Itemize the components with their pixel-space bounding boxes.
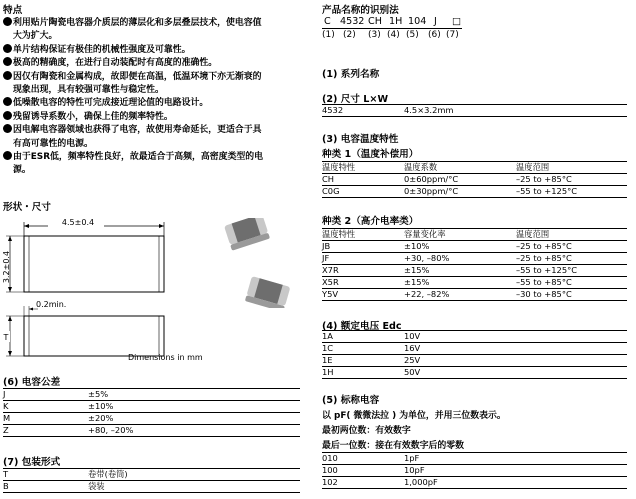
series-title: (1) 系列名称 — [322, 69, 380, 80]
table-row — [3, 481, 300, 493]
table-cell: 50V — [404, 367, 627, 379]
bullet-icon — [3, 124, 12, 133]
table-cell: 1H — [322, 367, 404, 379]
table-row — [322, 241, 627, 253]
packaging-title: (7) 包装形式 — [3, 457, 61, 468]
table-cell: 1pF — [404, 453, 627, 465]
width-dimension-label: 4.5±0.4 — [61, 218, 95, 227]
table-cell: Z — [3, 425, 88, 437]
part-code: CH — [368, 16, 382, 27]
table-cell: 袋装 — [88, 481, 300, 493]
feature-text: 残留诱导系数小，确保上佳的频率特性。 — [13, 111, 173, 122]
table-header-cell: 温度范围 — [516, 229, 627, 241]
table-cell: JB — [322, 241, 404, 253]
part-code: 1H — [389, 16, 403, 27]
table-row — [3, 401, 300, 413]
part-index: (6) — [428, 30, 441, 40]
part-code: 4532 — [340, 16, 365, 27]
table-row — [322, 265, 627, 277]
class1-table — [322, 161, 627, 198]
part-code: □ — [452, 16, 462, 27]
feature-line — [3, 44, 303, 57]
part-code: 104 — [408, 16, 427, 27]
table-cell: 1A — [322, 331, 404, 343]
height-dimension-label: 3.2±0.4 — [2, 250, 11, 284]
table-row — [322, 465, 627, 477]
table-cell: JF — [322, 253, 404, 265]
table-row — [322, 105, 627, 117]
feature-text: 大为扩大。 — [13, 31, 58, 42]
bullet-icon — [3, 97, 12, 106]
capacitance-desc-3: 最后一位数：接在有效数字后的零数 — [322, 441, 464, 451]
feature-line — [3, 124, 303, 137]
capacitance-table — [322, 452, 627, 489]
table-cell: 25V — [404, 355, 627, 367]
tolerance-table — [3, 388, 300, 437]
part-code: C — [324, 16, 331, 27]
table-row — [322, 253, 627, 265]
feature-text: 源。 — [13, 165, 31, 176]
table-row — [322, 289, 627, 301]
feature-line — [3, 164, 313, 177]
table-cell: 4532 — [322, 105, 404, 117]
table-cell: 0±60ppm/°C — [404, 174, 516, 186]
part-index: (7) — [446, 30, 459, 40]
table-cell: B — [3, 481, 88, 493]
feature-text: 利用贴片陶瓷电容器介质层的薄层化和多层叠层技术，使电容值 — [13, 18, 262, 28]
feature-line — [3, 138, 313, 151]
class2-table — [322, 228, 627, 301]
table-cell: ±10% — [404, 241, 516, 253]
feature-text: 因仅有陶瓷和金属构成，故即便在高温，低温环境下亦无渐衰的 — [13, 71, 262, 82]
table-cell: X5R — [322, 277, 404, 289]
table-cell: 100 — [322, 465, 404, 477]
features-title: 特点 — [3, 5, 23, 16]
table-cell: 卷带(卷筒) — [88, 469, 300, 481]
table-cell: CH — [322, 174, 404, 186]
table-cell: M — [3, 413, 88, 425]
table-row — [322, 174, 627, 186]
table-cell: ±5% — [88, 389, 300, 401]
part-index: (3) — [368, 30, 381, 40]
part-index: (1) — [322, 30, 335, 40]
bullet-icon — [3, 111, 12, 120]
table-cell: 010 — [322, 453, 404, 465]
feature-line — [3, 17, 303, 30]
table-header-cell: 温度系数 — [404, 162, 516, 174]
part-code: J — [434, 16, 437, 27]
table-cell: Y5V — [322, 289, 404, 301]
capacitance-title: (5) 标称电容 — [322, 395, 380, 406]
feature-text: 极高的精确度，在进行自动装配时有高度的准确性。 — [13, 58, 218, 69]
table-header-row — [322, 162, 627, 174]
table-row — [322, 355, 627, 367]
feature-line — [3, 111, 303, 124]
table-header-cell: 容量变化率 — [404, 229, 516, 241]
packaging-table — [3, 468, 300, 493]
table-cell: J — [3, 389, 88, 401]
table-header-cell: 温度范围 — [516, 162, 627, 174]
table-cell: 16V — [404, 343, 627, 355]
table-cell: +22, –82% — [404, 289, 516, 301]
class2-title: 种类 2（高介电率类） — [322, 216, 419, 227]
table-row — [3, 389, 300, 401]
table-cell: 102 — [322, 477, 404, 489]
table-cell: K — [3, 401, 88, 413]
feature-line — [3, 84, 313, 97]
table-cell: X7R — [322, 265, 404, 277]
table-cell: –30 to +85°C — [516, 289, 627, 301]
feature-text: 低噪散电容的特性可完成接近理论值的电路设计。 — [13, 98, 209, 109]
table-cell: 10V — [404, 331, 627, 343]
table-row — [322, 453, 627, 465]
size-title: (2) 尺寸 L×W — [322, 94, 389, 105]
table-cell: 10pF — [404, 465, 627, 477]
feature-text: 现象出现，具有较强可靠性与稳定性。 — [13, 85, 164, 95]
table-cell: –55 to +125°C — [516, 265, 627, 277]
table-cell: +80, –20% — [88, 425, 300, 437]
table-cell: 4.5×3.2mm — [404, 105, 627, 117]
table-row — [322, 367, 627, 379]
chip-photo-2 — [245, 276, 291, 308]
table-row — [322, 343, 627, 355]
part-index: (5) — [406, 30, 419, 40]
side-view-outline — [24, 316, 164, 356]
bullet-icon — [3, 151, 12, 160]
table-cell: –55 to +85°C — [516, 277, 627, 289]
capacitance-desc-2: 最初两位数：有效数字 — [322, 426, 411, 436]
table-cell: ±15% — [404, 277, 516, 289]
thickness-label: T — [3, 333, 9, 342]
table-cell: ±10% — [88, 401, 300, 413]
tolerance-title: (6) 电容公差 — [3, 377, 61, 388]
table-cell: 1,000pF — [404, 477, 627, 489]
feature-text: 有高可靠性的电源。 — [13, 138, 93, 149]
table-cell: 0±30ppm/°C — [404, 186, 516, 198]
bullet-icon — [3, 71, 12, 80]
feature-text: 因电解电容器领域也获得了电容，故使用寿命延长，更适合于具 — [13, 125, 262, 136]
size-table — [322, 104, 627, 117]
dimension-drawing — [0, 212, 205, 367]
shape-title: 形状・尺寸 — [3, 202, 51, 213]
table-cell: 1E — [322, 355, 404, 367]
table-cell: –55 to +125°C — [516, 186, 627, 198]
feature-line — [3, 97, 303, 110]
chip-photos — [218, 218, 298, 308]
bullet-icon — [3, 44, 12, 53]
voltage-table — [322, 330, 627, 379]
table-row — [322, 186, 627, 198]
table-header-cell: 温度特性 — [322, 229, 404, 241]
feature-line — [3, 151, 303, 164]
min-dimension-label: 0.2min. — [36, 300, 67, 309]
table-cell: –25 to +85°C — [516, 241, 627, 253]
table-row — [3, 425, 300, 437]
table-cell: –25 to +85°C — [516, 253, 627, 265]
table-row — [322, 277, 627, 289]
units-note: Dimensions in mm — [128, 353, 203, 362]
table-cell: T — [3, 469, 88, 481]
feature-line — [3, 71, 303, 84]
table-cell: C0G — [322, 186, 404, 198]
voltage-title: (4) 额定电压 Edc — [322, 321, 402, 332]
feature-line — [3, 57, 303, 70]
table-row — [322, 477, 627, 489]
table-cell: –25 to +85°C — [516, 174, 627, 186]
feature-line — [3, 30, 313, 43]
table-row — [3, 413, 300, 425]
table-row — [322, 331, 627, 343]
part-number-title: 产品名称的识别法 — [322, 5, 399, 16]
table-header-cell: 温度特性 — [322, 162, 404, 174]
table-header-row — [322, 229, 627, 241]
table-cell: ±15% — [404, 265, 516, 277]
class1-title: 种类 1（温度补偿用） — [322, 149, 419, 160]
bullet-icon — [3, 57, 12, 66]
table-cell: ±20% — [88, 413, 300, 425]
part-index: (2) — [343, 30, 356, 40]
temp-char-title: (3) 电容温度特性 — [322, 134, 399, 145]
part-index: (4) — [387, 30, 400, 40]
feature-text: 单片结构保证有极佳的机械性强度及可靠性。 — [13, 44, 191, 55]
bullet-icon — [3, 17, 12, 26]
capacitance-desc-1: 以 pF( 微微法拉 ) 为单位，并用三位数表示。 — [322, 411, 506, 421]
table-cell: +30, –80% — [404, 253, 516, 265]
table-cell: 1C — [322, 343, 404, 355]
table-row — [3, 469, 300, 481]
top-view-outline — [24, 236, 164, 292]
chip-photo-1 — [224, 218, 270, 251]
feature-text: 由于ESR低，频率特性良好，故最适合于高频，高密度类型的电 — [13, 152, 264, 162]
